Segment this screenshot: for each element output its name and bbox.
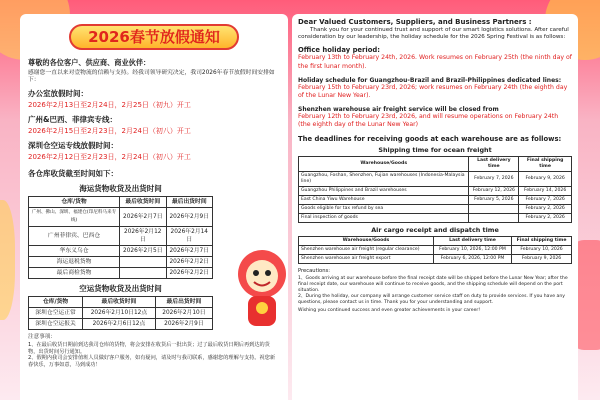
- table-cell: 2026年2月7日: [166, 246, 213, 257]
- cn-greeting: 尊敬的各位客户、供应商、商业伙伴：: [28, 58, 151, 67]
- table-header: 最后收货时间: [120, 197, 166, 208]
- table-cell: Guangzhou, Foshan, Shenzhen, Fujian warehouses (Indonesia-Malaysia line): [299, 171, 469, 186]
- table-cell: 2026年2月9日: [166, 208, 213, 227]
- table-header: 最后收货时间: [83, 297, 156, 308]
- en-sz-label: Shenzhen warehouse air freight service will be closed from: [298, 105, 499, 113]
- table-cell: Goods eligible for tax refund by sea: [299, 204, 469, 213]
- table-cell: Shenzhen warehouse air freight export: [299, 254, 434, 263]
- en-precautions-title: Precautions:: [298, 267, 330, 274]
- table-cell: February 7, 2026: [469, 171, 519, 186]
- table-cell: February 14, 2026: [519, 186, 572, 195]
- table-row: [29, 268, 213, 279]
- table-row: [299, 254, 572, 263]
- en-precaution-1: 1、Goods arriving at our warehouse before the final receipt date will be shipped before the Lunar New Year; after the final receipt date, our warehouse will continue to receive goods, and the shipping schedule will depend on the port situation.: [298, 275, 568, 293]
- en-air-table: [298, 236, 572, 264]
- table-cell: Final inspection of goods: [299, 213, 469, 222]
- chinese-notice-panel: [20, 14, 288, 400]
- table-row: [299, 186, 572, 195]
- cn-note-2: 2、假期内我司会安排值班人员做好客户服务，如有疑问，请及时与我司联系，感谢您的理解与支持。祝您新春快乐，万事如意，马到成功！: [28, 355, 276, 368]
- table-row: [29, 308, 213, 319]
- table-row: [29, 227, 213, 246]
- table-cell: 最后商检货物: [29, 268, 120, 279]
- table-cell: February 7, 2026: [519, 195, 572, 204]
- table-row: [299, 195, 572, 204]
- table-cell: February 9, 2026: [512, 254, 572, 263]
- table-header: Warehouse/Goods: [299, 236, 434, 245]
- table-cell: 2026年2月10日: [155, 308, 212, 319]
- table-header: Final shipping time: [519, 156, 572, 171]
- table-cell: Guangzhou Philippines and Brazil warehouses: [299, 186, 469, 195]
- cn-note-1: 1、在最后收货日期前到达我司仓库的货物，将会安排在收货后一批出货；过了最后收货日期后再到达的货物，出货时间另行通知。: [28, 342, 270, 355]
- table-cell: February 5, 2026: [469, 195, 519, 204]
- en-closing: Wishing you continued success and even greater achievements in your career!: [298, 307, 481, 313]
- table-header: Last delivery time: [433, 236, 511, 245]
- en-gz-label: Holiday schedule for Guangzhou-Brazil and Brazil-Philippines dedicated lines:: [298, 76, 562, 84]
- table-cell: February 10, 2026, 12:00 PM: [433, 245, 511, 254]
- cn-intro: 感谢您一直以来对壹物流的信赖与支持。经我司领导研究决定，我司2026年春节放假时间安排如下：: [28, 70, 275, 83]
- table-cell: February 2, 2026: [519, 204, 572, 213]
- cn-gz-date: 2026年2月15日至2月23日，2月24日（初八）开工: [28, 127, 191, 135]
- cn-office-date: 2026年2月13日至2月24日，2月25日（初九）开工: [28, 101, 191, 109]
- en-gz-date: February 15th to February 23rd, 2026; work resumes on February 24th (the eighth day of the Lunar New Year).: [298, 83, 568, 100]
- table-header: 仓库/货物: [29, 197, 120, 208]
- cloud-decoration: [0, 200, 15, 320]
- table-cell: 2026年2月7日: [120, 208, 166, 227]
- table-header: Final shipping time: [512, 236, 572, 245]
- table-cell: East China Yiwu Warehouse: [299, 195, 469, 204]
- cn-sz-label: 深圳仓空运专线放假时间：: [28, 141, 118, 150]
- table-cell: 2026年2月2日: [166, 257, 213, 268]
- table-cell: 2026年2月2日: [166, 268, 213, 279]
- en-sz-date: February 12th to February 23rd, 2026, and will resume operations on February 24th (the eighth day of the Lunar New Year): [298, 112, 559, 129]
- table-cell: 广州、佛山、深圳、福建仓(印尼料马来专线): [29, 208, 120, 227]
- table-row: [29, 319, 213, 330]
- table-cell: 2026年2月10日12点: [83, 308, 156, 319]
- table-cell: 2026年2月14日: [166, 227, 213, 246]
- en-deadline-title: The deadlines for receiving goods at each warehouse are as follows:: [298, 134, 562, 143]
- table-cell: [120, 257, 166, 268]
- en-office-date: February 13th to February 24th, 2026. Work resumes on February 25th (the ninth day of the first lunar month).: [298, 54, 572, 70]
- cn-office-label: 办公室放假时间：: [28, 89, 88, 98]
- cn-air-title: 空运货物收货及出货时间: [79, 284, 162, 293]
- table-row: [299, 204, 572, 213]
- cn-cutoff-title: 各仓库收货截至时间如下：: [28, 169, 118, 178]
- cn-gz-label: 广州&巴西、菲律宾专线：: [28, 115, 118, 124]
- table-row: [299, 245, 572, 254]
- cn-air-table: [28, 296, 213, 330]
- table-cell: 2026年2月12日: [120, 227, 166, 246]
- table-cell: [469, 213, 519, 222]
- en-ocean-table: [298, 156, 572, 223]
- table-header: Last delivery time: [469, 156, 519, 171]
- notice-title: 2026春节放假通知: [69, 24, 239, 50]
- table-cell: February 12, 2026: [469, 186, 519, 195]
- table-cell: [120, 268, 166, 279]
- lion-dance-mascot-icon: [232, 244, 292, 334]
- table-row: [299, 171, 572, 186]
- en-greeting: Dear Valued Customers, Suppliers, and Business Partners :: [298, 18, 532, 26]
- table-header: 仓库/货物: [29, 297, 83, 308]
- en-intro: Thank you for your continued trust and support of our smart logistics solutions. After careful consideration by our leadership, the holiday schedule for the 2026 Spring Festival is as follows:: [298, 26, 569, 40]
- table-row: [29, 257, 213, 268]
- table-header: 最后出货时间: [155, 297, 212, 308]
- table-cell: [469, 204, 519, 213]
- table-row: [299, 213, 572, 222]
- table-cell: February 10, 2026: [512, 245, 572, 254]
- en-ocean-title: Shipping time for ocean freight: [378, 145, 492, 154]
- table-row: [29, 208, 213, 227]
- table-cell: February 2, 2026: [519, 213, 572, 222]
- table-cell: 深圳仓空运正常: [29, 308, 83, 319]
- table-cell: February 9, 2026: [519, 171, 572, 186]
- en-office-label: Office holiday period:: [298, 46, 380, 55]
- en-air-title: Air cargo receipt and dispatch time: [371, 225, 499, 234]
- table-cell: 深圳仓空运报关: [29, 319, 83, 330]
- table-cell: 华东义乌仓: [29, 246, 120, 257]
- table-header: Warehouse/Goods: [299, 156, 469, 171]
- table-cell: February 6, 2026, 12:00 PM: [433, 254, 511, 263]
- table-cell: 广州菲律宾、巴西仓: [29, 227, 120, 246]
- table-cell: 2026年2月6日12点: [83, 319, 156, 330]
- cn-notes-title: 注意事项：: [28, 334, 56, 340]
- table-cell: 海运退税货物: [29, 257, 120, 268]
- table-cell: 2026年2月9日: [155, 319, 212, 330]
- en-precaution-2: 2、During the holiday, our company will arrange customer service staff on duty to provide services. If you have any questions, please contact us in time. Thank you for your understanding and support.: [298, 293, 565, 305]
- cn-sz-date: 2026年2月12日至2月23日，2月24日（初八）开工: [28, 153, 191, 161]
- cn-sea-title: 海运货物收货及出货时间: [79, 184, 162, 193]
- table-header: 最后出货时间: [166, 197, 213, 208]
- cn-sea-table: [28, 196, 213, 279]
- english-notice-panel: [292, 14, 578, 400]
- table-cell: Shenzhen warehouse air freight (regular clearance): [299, 245, 434, 254]
- table-cell: 2026年2月5日: [120, 246, 166, 257]
- table-row: [29, 246, 213, 257]
